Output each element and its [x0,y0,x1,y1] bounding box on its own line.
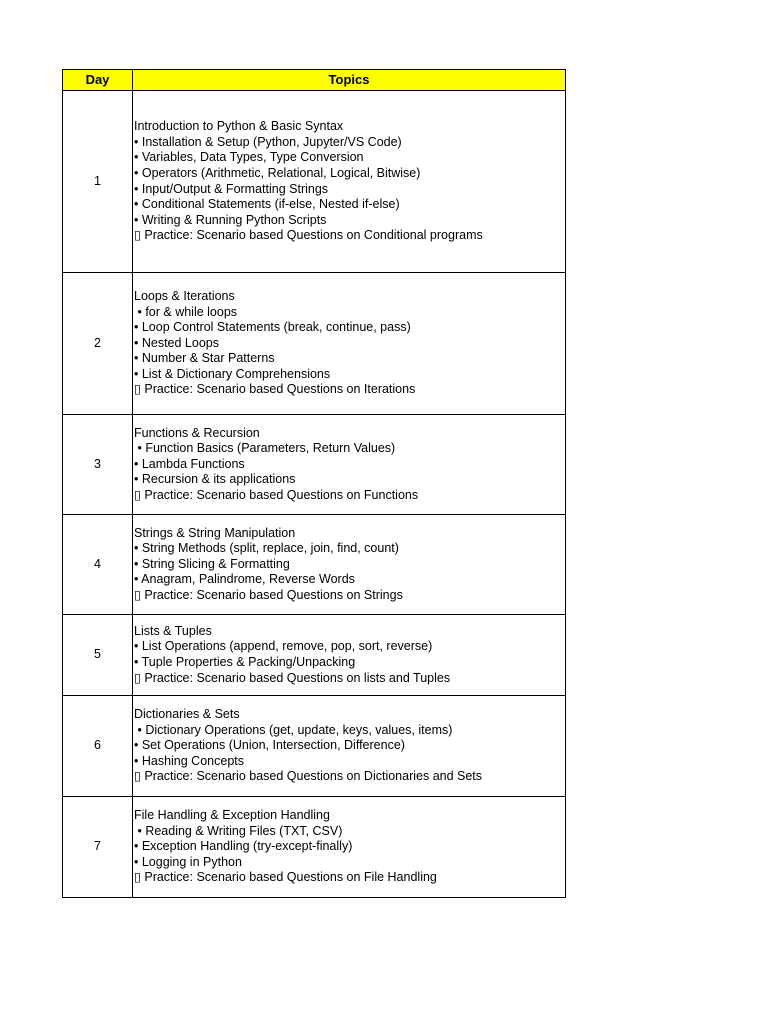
topic-item: • Reading & Writing Files (TXT, CSV) [134,823,343,838]
topic-item: • List Operations (append, remove, pop, sort, reverse) [134,639,433,654]
topic-item: • Exception Handling (try-except-finally) [134,839,353,854]
topic-title: File Handling & Exception Handling [134,808,330,823]
table-row [63,91,566,273]
topic-item: ▯ Practice: Scenario based Questions on Iterations [134,382,416,397]
topic-item: • Hashing Concepts [134,753,244,768]
topic-item: • Operators (Arithmetic, Relational, Logical, Bitwise) [134,165,421,180]
topic-item: • List & Dictionary Comprehensions [134,366,331,381]
table-row [63,696,566,797]
topic-item: • String Methods (split, replace, join, find, count) [134,541,399,556]
topic-item: • Lambda Functions [134,456,245,471]
table-row [63,273,566,415]
schedule-table [62,69,566,898]
topic-title: Functions & Recursion [134,425,260,440]
topic-item: • Loop Control Statements (break, continue, pass) [134,320,411,335]
topic-item: • Number & Star Patterns [134,351,275,366]
day-number: 2 [63,273,133,415]
day-number: 3 [63,415,133,515]
topic-item: • Function Basics (Parameters, Return Values) [134,441,396,456]
table-row [63,797,566,898]
topic-item: ▯ Practice: Scenario based Questions on Strings [134,587,403,602]
topic-item: • Writing & Running Python Scripts [134,212,327,227]
topic-item: • Recursion & its applications [134,472,296,487]
topics-cell [133,615,566,696]
topics-cell [133,415,566,515]
topic-item: • Variables, Data Types, Type Conversion [134,150,364,165]
topic-item: ▯ Practice: Scenario based Questions on Functions [134,487,419,502]
topic-item: • Dictionary Operations (get, update, keys, values, items) [134,722,453,737]
table-row [63,515,566,615]
topic-title: Introduction to Python & Basic Syntax [134,119,344,134]
topic-item: • String Slicing & Formatting [134,556,290,571]
topic-item: ▯ Practice: Scenario based Questions on File Handling [134,870,437,885]
topic-title: Dictionaries & Sets [134,707,240,722]
topics-cell [133,696,566,797]
topic-item: • Nested Loops [134,335,219,350]
topic-item: • Conditional Statements (if-else, Nested if-else) [134,197,400,212]
day-number: 5 [63,615,133,696]
topic-item: • Set Operations (Union, Intersection, Difference) [134,738,405,753]
day-number: 7 [63,797,133,898]
topics-cell [133,515,566,615]
table-row [63,615,566,696]
topic-item: • Logging in Python [134,854,242,869]
topics-cell [133,797,566,898]
topic-item: ▯ Practice: Scenario based Questions on lists and Tuples [134,670,451,685]
table-row [63,415,566,515]
topic-title: Strings & String Manipulation [134,525,296,540]
topic-item: • for & while loops [134,304,238,319]
topic-title: Loops & Iterations [134,288,235,303]
day-number: 4 [63,515,133,615]
topic-item: • Installation & Setup (Python, Jupyter/VS Code) [134,134,402,149]
topics-cell [133,91,566,273]
day-header: Day [63,70,133,91]
topic-item: • Tuple Properties & Packing/Unpacking [134,655,356,669]
topic-item: ▯ Practice: Scenario based Questions on Conditional programs [134,228,483,243]
topic-item: • Anagram, Palindrome, Reverse Words [134,572,355,587]
header-row [63,70,566,91]
topics-cell [133,273,566,415]
topic-item: ▯ Practice: Scenario based Questions on Dictionaries and Sets [134,769,483,784]
day-number: 6 [63,696,133,797]
topic-item: • Input/Output & Formatting Strings [134,181,329,196]
topic-title: Lists & Tuples [134,623,212,638]
day-number: 1 [63,91,133,273]
topics-header: Topics [133,70,566,91]
